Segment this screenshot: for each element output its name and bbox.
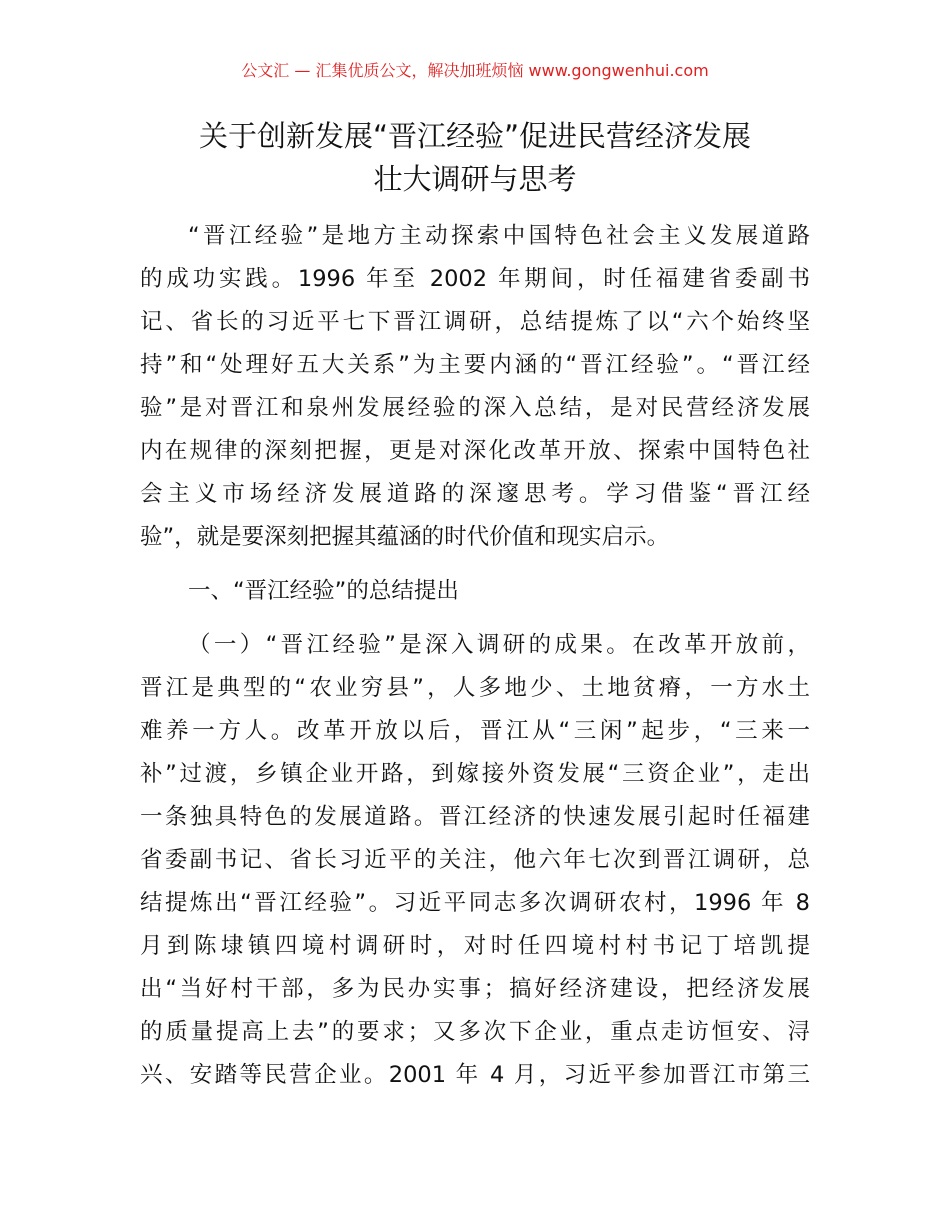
document-title-line-2: 壮大调研与思考: [373, 162, 577, 196]
text-line: 会主义市场经济发展道路的深邃思考。学习借鉴“晋江经: [140, 481, 810, 507]
text-line: 的成功实践。1996 年至 2002 年期间，时任福建省委副书: [140, 266, 810, 292]
text-line: “晋江经验”是地方主动探索中国特色社会主义发展道路: [188, 223, 810, 249]
text-line: 晋江是典型的“农业穷县”，人多地少、土地贫瘠，一方水土: [140, 675, 810, 701]
text-line: 出“当好村干部，多为民办实事；搞好经济建设，把经济发展: [140, 976, 810, 1002]
text-line: 内在规律的深刻把握，更是对深化改革开放、探索中国特色社: [140, 438, 810, 464]
text-line: 持”和“处理好五大关系”为主要内涵的“晋江经验”。“晋江经: [140, 352, 810, 378]
text-line: 验”，就是要深刻把握其蕴涵的时代价值和现实启示。: [140, 524, 670, 550]
text-line: 结提炼出“晋江经验”。习近平同志多次调研农村，1996 年 8: [140, 890, 810, 916]
text-line: 难养一方人。改革开放以后，晋江从“三闲”起步，“三来一: [140, 718, 810, 744]
text-line: 补”过渡，乡镇企业开路，到嫁接外资发展“三资企业”，走出: [140, 761, 810, 787]
text-line: 兴、安踏等民营企业。2001 年 4 月，习近平参加晋江市第三: [140, 1062, 810, 1088]
text-line: 验”是对晋江和泉州发展经验的深入总结，是对民营经济发展: [140, 395, 810, 421]
section-heading: 一、“晋江经验”的总结提出: [188, 578, 459, 604]
document-title-line-1: 关于创新发展“晋江经验”促进民营经济发展: [198, 119, 752, 153]
text-line: 月到陈埭镇四境村调研时，对时任四境村村书记丁培凯提: [140, 933, 810, 959]
text-line: 记、省长的习近平七下晋江调研，总结提炼了以“六个始终坚: [140, 309, 810, 335]
text-line: 一条独具特色的发展道路。晋江经济的快速发展引起时任福建: [140, 804, 810, 830]
watermark-header: 公文汇 — 汇集优质公文，解决加班烦恼 www.gongwenhui.com: [241, 61, 709, 80]
text-line: 的质量提高上去”的要求；又多次下企业，重点走访恒安、浔: [140, 1019, 810, 1045]
text-line: 省委副书记、省长习近平的关注，他六年七次到晋江调研，总: [140, 847, 810, 873]
text-line: （一）“晋江经验”是深入调研的成果。在改革开放前，: [188, 632, 810, 658]
